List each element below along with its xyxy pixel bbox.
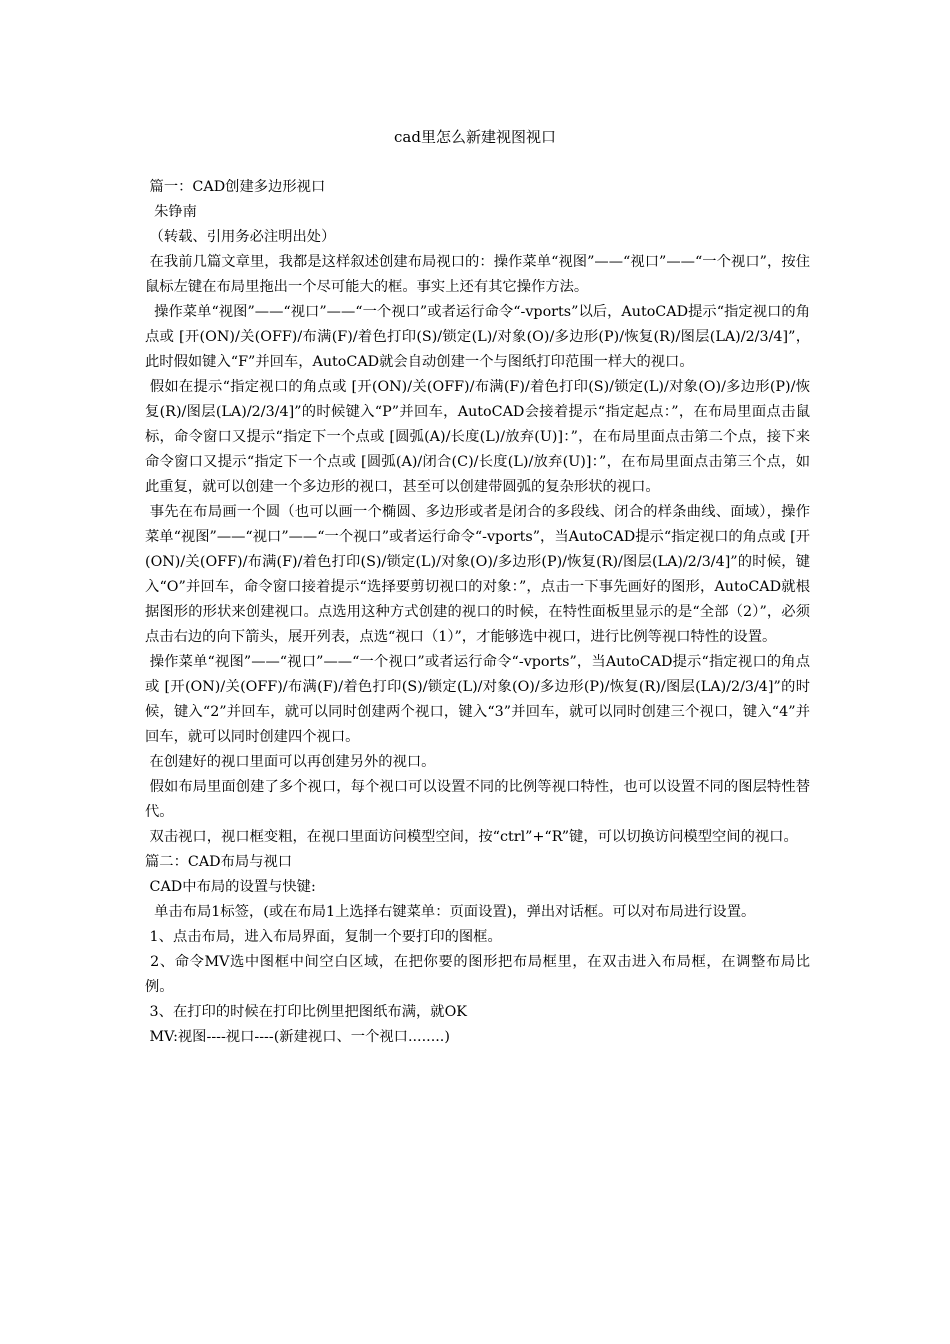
document-body	[145, 175, 810, 1050]
paragraph-part2-heading: 篇二：CAD布局与视口	[145, 854, 293, 870]
paragraph: 双击视口，视口框变粗，在视口里面访问模型空间，按“ctrl”+“R”键，可以切换访问模型空间的视口。	[145, 829, 798, 845]
paragraph: 操作菜单“视图”——“视口”——“一个视口”或者运行命令“-vports”以后，AutoCAD提示“指定视口的角点或 [开(ON)/关(OFF)/布满(F)/着色打印(S)/锁定(L)/对象(O)/多边形(P)/恢复(R)/图层(LA)/2/3/4]”，此时假如键入“F”并回车，AutoCAD就会自动创建一个与图纸打印范围一样大的视口。	[145, 304, 810, 370]
list-item: 1、点击布局，进入布局界面，复制一个要打印的图框。	[145, 929, 502, 945]
paragraph-part1-heading: 篇一：CAD创建多边形视口	[145, 179, 326, 195]
list-item: 2、命令MV选中图框中间空白区域，在把你要的图形把布局框里，在双击进入布局框，在调整布局比例。	[145, 954, 810, 995]
list-item: 3、在打印的时候在打印比例里把图纸布满，就OK	[145, 1004, 467, 1020]
paragraph: CAD中布局的设置与快键:	[145, 879, 316, 895]
paragraph: 假如在提示“指定视口的角点或 [开(ON)/关(OFF)/布满(F)/着色打印(S)/锁定(L)/对象(O)/多边形(P)/恢复(R)/图层(LA)/2/3/4]”的时候键入“P”并回车，AutoCAD会接着提示“指定起点：”，在布局里面点击鼠标，命令窗口又提示“指定下一个点或 [圆弧(A)/长度(L)/放弃(U)]：”，在布局里面点击第二个点，接下来命令窗口又提示“指定下一个点或 [圆弧(A)/闭合(C)/长度(L)/放弃(U)]：”，在布局里面点击第三个点，如此重复，就可以创建一个多边形的视口，甚至可以创建带圆弧的复杂形状的视口。	[145, 379, 810, 495]
paragraph: 在我前几篇文章里，我都是这样叙述创建布局视口的：操作菜单“视图”——“视口”——“一个视口”，按住鼠标左键在布局里拖出一个尽可能大的框。事实上还有其它操作方法。	[145, 254, 810, 295]
paragraph: 单击布局1标签，(或在布局1上选择右键菜单：页面设置)，弹出对话框。可以对布局进行设置。	[145, 904, 756, 920]
paragraph-reprint-note: （转载、引用务必注明出处）	[145, 229, 336, 245]
paragraph-author: 朱铮南	[145, 204, 197, 220]
paragraph: 假如布局里面创建了多个视口，每个视口可以设置不同的比例等视口特性，也可以设置不同的图层特性替代。	[145, 779, 810, 820]
paragraph: 操作菜单“视图”——“视口”——“一个视口”或者运行命令“-vports”，当AutoCAD提示“指定视口的角点或 [开(ON)/关(OFF)/布满(F)/着色打印(S)/锁定(L)/对象(O)/多边形(P)/恢复(R)/图层(LA)/2/3/4]”的时候，键入“2”并回车，就可以同时创建两个视口，键入“3”并回车，就可以同时创建三个视口，键入“4”并回车，就可以同时创建四个视口。	[145, 654, 810, 745]
document-title: cad里怎么新建视图视口	[394, 128, 556, 146]
paragraph: 事先在布局画一个圆（也可以画一个椭圆、多边形或者是闭合的多段线、闭合的样条曲线、面域），操作菜单“视图”——“视口”——“一个视口”或者运行命令“-vports”，当AutoCAD提示“指定视口的角点或 [开(ON)/关(OFF)/布满(F)/着色打印(S)/锁定(L)/对象(O)/多边形(P)/恢复(R)/图层(LA)/2/3/4]”的时候，键入“O”并回车，命令窗口接着提示“选择要剪切视口的对象：”，点击一下事先画好的图形，AutoCAD就根据图形的形状来创建视口。点选用这种方式创建的视口的时候，在特性面板里显示的是“全部（2）”，必须点击右边的向下箭头，展开列表，点选“视口（1）”，才能够选中视口，进行比例等视口特性的设置。	[145, 504, 810, 645]
paragraph: 在创建好的视口里面可以再创建另外的视口。	[145, 754, 436, 770]
paragraph: MV:视图----视口----(新建视口、一个视口........)	[145, 1029, 450, 1045]
